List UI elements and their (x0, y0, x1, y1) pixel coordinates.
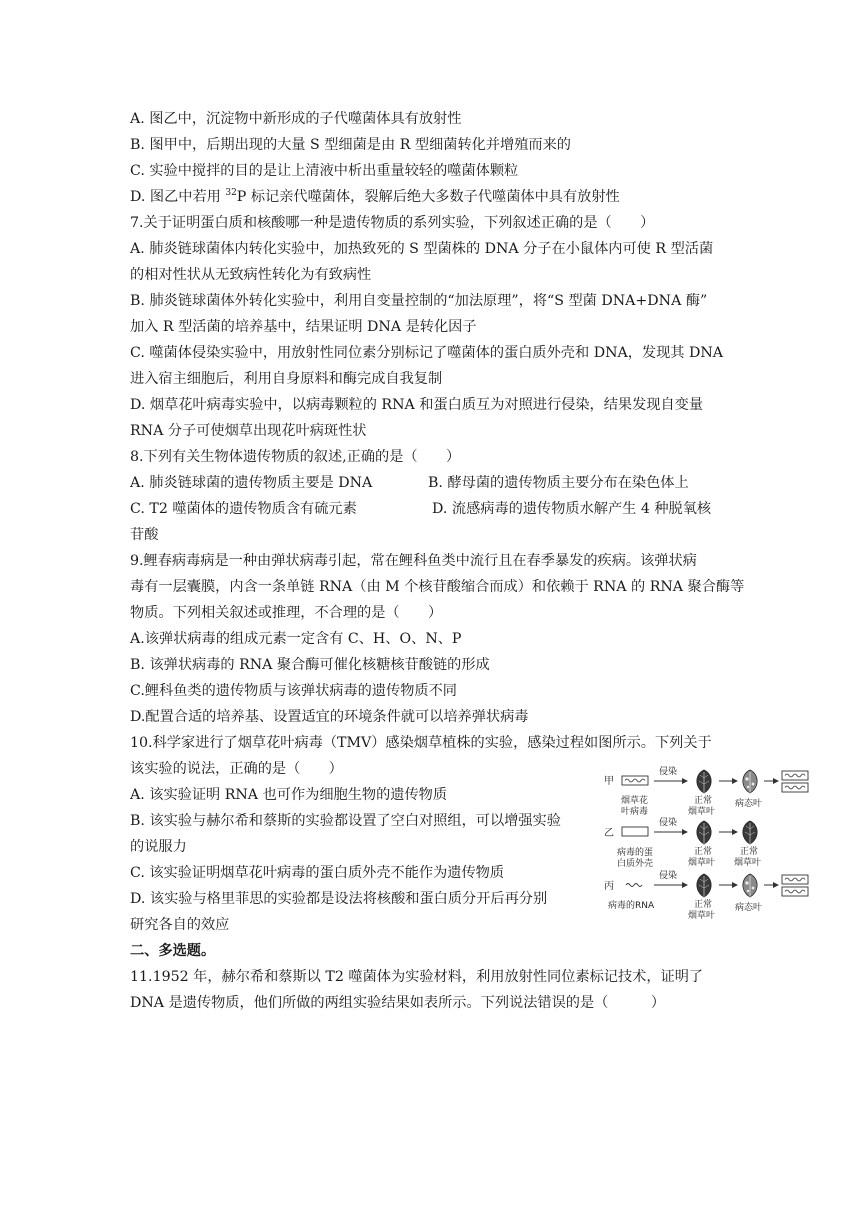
q7-option-b-line1: B. 肺炎链球菌体外转化实验中，利用自变量控制的“加法原理”，将“S 型菌 DNA+DNA 酶” (130, 293, 708, 309)
section-2-heading: 二、多选题。 (130, 943, 216, 959)
normal-leaf-label-1: 正常 (694, 796, 713, 806)
progeny-virus-icon (782, 887, 808, 896)
q10-option-c: C. 该实验证明烟草花叶病毒的蛋白质外壳不能作为遗传物质 (130, 865, 505, 881)
q8-option-d-line1: D. 流感病毒的遗传物质水解产生 4 种脱氧核 (432, 501, 712, 517)
question-9-stem-line2: 毒有一层囊膜，内含一条单链 RNA（由 M 个核苷酸缩合而成）和依赖于 RNA 的 RNA 聚合酶等 (130, 579, 745, 595)
q8-option-b: B. 酵母菌的遗传物质主要分布在染色体上 (428, 475, 689, 491)
source-label-tmv-1: 烟草花 (621, 796, 649, 806)
normal-leaf-icon (697, 821, 711, 844)
row-label-yi: 乙 (604, 828, 614, 839)
infect-label-bing: 侵染 (659, 871, 678, 881)
question-9-stem-line3: 物质。下列相关叙述或推理，不合理的是（ ） (130, 605, 443, 621)
q10-option-d-line2: 研究各自的效应 (130, 917, 230, 933)
q7-option-a-line2: 的相对性状从无致病性转化为有致病性 (130, 267, 372, 283)
infect-label-jia: 侵染 (659, 767, 678, 777)
row-label-jia: 甲 (604, 776, 614, 787)
rna-strand-icon (626, 884, 642, 887)
infect-label-yi: 侵染 (659, 818, 678, 828)
diseased-leaf-icon (743, 874, 757, 897)
q10-option-d-line1: D. 该实验与格里菲思的实验都是设法将核酸和蛋白质分开后再分别 (130, 891, 548, 907)
q9-option-b: B. 该弹状病毒的 RNA 聚合酶可催化核糖核苷酸链的形成 (130, 657, 490, 673)
normal-leaf-label-1: 正常 (694, 900, 713, 910)
progeny-virus-icon (782, 771, 808, 780)
normal-leaf-label-2: 烟草叶 (734, 858, 762, 868)
protein-coat-icon (622, 827, 648, 836)
normal-leaf-label-2: 烟草叶 (688, 807, 716, 817)
question-11-stem-line2: DNA 是遗传物质，他们所做的两组实验结果如表所示。下列说法错误的是（ ） (130, 995, 666, 1011)
q7-option-c-line1: C. 噬菌体侵染实验中，用放射性同位素分别标记了噬菌体的蛋白质外壳和 DNA，发现其 DNA (130, 345, 724, 361)
tmv-infection-diagram (602, 764, 814, 924)
question-10-stem-line1: 10.科学家进行了烟草花叶病毒（TMV）感染烟草植株的实验，感染过程如图所示。下列关于 (130, 735, 712, 751)
normal-leaf-label-1: 正常 (740, 847, 759, 857)
source-label-tmv-2: 叶病毒 (621, 807, 649, 817)
progeny-virus-icon (782, 875, 808, 884)
diseased-leaf-icon (743, 770, 757, 793)
q10-option-a: A. 该实验证明 RNA 也可作为细胞生物的遗传物质 (130, 787, 448, 803)
q7-option-d-line1: D. 烟草花叶病毒实验中，以病毒颗粒的 RNA 和蛋白质互为对照进行侵染，结果发现自变量 (130, 397, 704, 413)
q6-option-c: C. 实验中搅拌的目的是让上清液中析出重量较轻的噬菌体颗粒 (130, 163, 519, 179)
diseased-leaf-label-bing: 病态叶 (735, 903, 763, 913)
normal-leaf-label-2: 烟草叶 (688, 858, 716, 868)
question-9-stem-line1: 9.鲤春病毒病是一种由弹状病毒引起，常在鲤科鱼类中流行且在春季暴发的疾病。该弹状病 (130, 553, 697, 569)
source-label-rna: 病毒的RNA (608, 901, 655, 911)
question-10-stem-line2: 该实验的说法，正确的是（ ） (130, 761, 343, 777)
q9-option-c: C.鲤科鱼类的遗传物质与该弹状病毒的遗传物质不同 (130, 683, 457, 699)
question-8-stem: 8.下列有关生物体遗传物质的叙述,正确的是（ ） (130, 449, 461, 465)
normal-leaf-icon (697, 874, 711, 897)
normal-leaf-icon (743, 821, 757, 844)
q7-option-a-line1: A. 肺炎链球菌体内转化实验中，加热致死的 S 型菌株的 DNA 分子在小鼠体内可使 R 型活菌 (130, 241, 714, 257)
q8-option-d-line2: 苷酸 (130, 527, 159, 543)
q7-option-c-line2: 进入宿主细胞后，利用自身原料和酶完成自我复制 (130, 371, 443, 387)
q8-option-a: A. 肺炎链球菌的遗传物质主要是 DNA (130, 475, 373, 491)
q9-option-a: A.该弹状病毒的组成元素一定含有 C、H、O、N、P (130, 631, 462, 647)
normal-leaf-label-1: 正常 (694, 847, 713, 857)
q6d-text-pre: D. 图乙中若用 (130, 189, 226, 205)
question-11-stem-line1: 11.1952 年，赫尔希和蔡斯以 T2 噬菌体为实验材料，利用放射性同位素标记技术，证明了 (130, 969, 704, 985)
diseased-leaf-label-jia: 病态叶 (735, 799, 763, 809)
tmv-virus-icon (622, 776, 648, 785)
q9-option-d: D.配置合适的培养基、设置适宜的环境条件就可以培养弹状病毒 (130, 709, 529, 725)
q6-option-d (130, 187, 620, 207)
isotope-superscript: 32 (225, 188, 237, 198)
row-label-bing: 丙 (604, 881, 614, 892)
question-7-stem: 7.关于证明蛋白质和核酸哪一种是遗传物质的系列实验，下列叙述正确的是（ ） (130, 215, 655, 231)
q7-option-b-line2: 加入 R 型活菌的培养基中，结果证明 DNA 是转化因子 (130, 319, 477, 335)
progeny-virus-icon (782, 783, 808, 792)
q6-option-a: A. 图乙中，沉淀物中新形成的子代噬菌体具有放射性 (130, 111, 462, 127)
q8-option-c: C. T2 噬菌体的遗传物质含有硫元素 (130, 501, 357, 517)
normal-leaf-icon (697, 770, 711, 793)
q10-option-b-line2: 的说服力 (130, 839, 187, 855)
source-label-protein-2: 白质外壳 (617, 859, 654, 869)
q10-option-b-line1: B. 该实验与赫尔希和蔡斯的实验都设置了空白对照组，可以增强实验 (130, 813, 561, 829)
source-label-protein-1: 病毒的蛋 (617, 848, 654, 858)
q6d-text-post: P 标记亲代噬菌体，裂解后绝大多数子代噬菌体中具有放射性 (236, 189, 620, 205)
q6-option-b: B. 图甲中，后期出现的大量 S 型细菌是由 R 型细菌转化并增殖而来的 (130, 137, 571, 153)
q7-option-d-line2: RNA 分子可使烟草出现花叶病斑性状 (130, 423, 367, 439)
normal-leaf-label-2: 烟草叶 (688, 911, 716, 921)
